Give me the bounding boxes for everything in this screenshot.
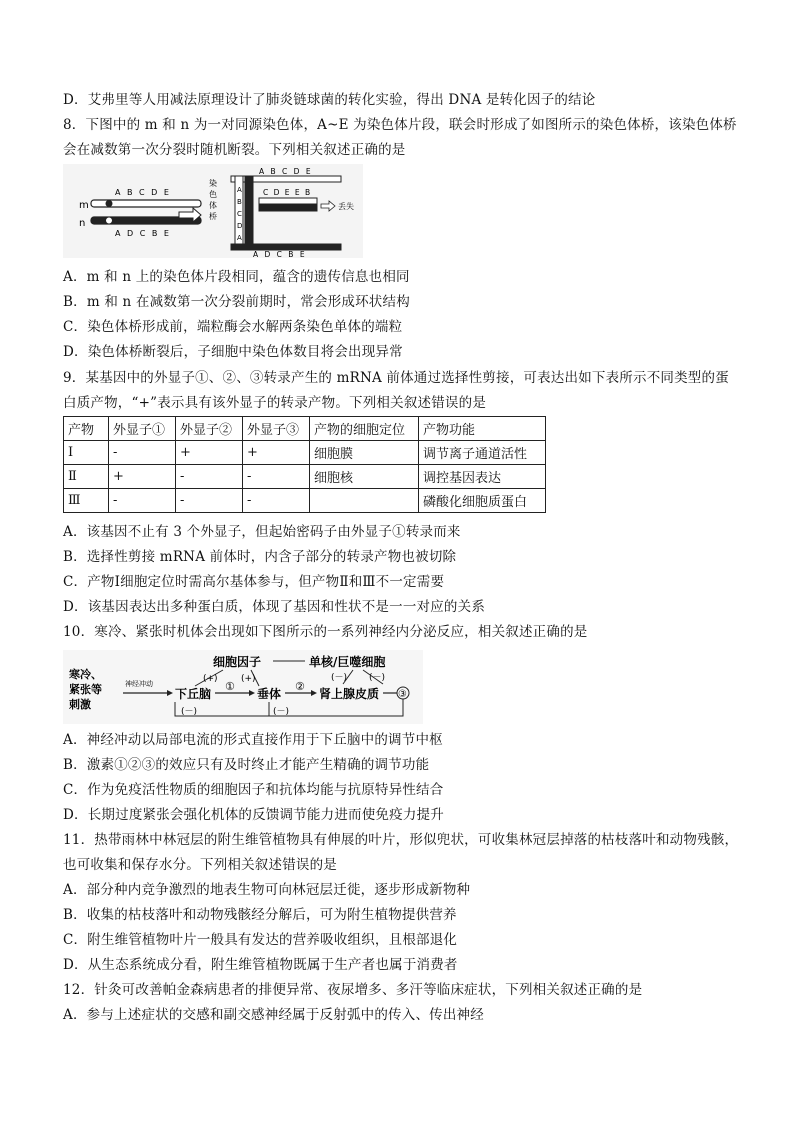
chromosome-bridge-figure xyxy=(63,164,363,258)
bottom-segments-label: A D C B E xyxy=(253,250,307,258)
bridge-chromatid-black xyxy=(245,176,253,246)
lost-label: 丢失 xyxy=(338,202,354,211)
n-label: n xyxy=(79,218,86,229)
q8-option-d: D．染色体桥断裂后，子细胞中染色体数目将会出现异常 xyxy=(63,344,403,360)
q7-option-d: D．艾弗里等人用减法原理设计了肺炎链球菌的转化实验，得出 DNA 是转化因子的结论 xyxy=(63,92,596,108)
nerve-impulse-label: 神经冲动 xyxy=(125,680,153,688)
q11-option-d: D．从生态系统成分看，附生维管植物既属于生产者也属于消费者 xyxy=(63,957,458,973)
minus-label: (－) xyxy=(369,673,386,683)
q10-stem: 10．寒冷、紧张时机体会出现如下图所示的一系列神经内分泌反应，相关叙述正确的是 xyxy=(63,624,588,640)
adrenal-cortex-label: 肾上腺皮质 xyxy=(319,687,380,701)
svg-text:C: C xyxy=(237,210,242,218)
table-cell: - xyxy=(243,465,310,489)
exon-table xyxy=(63,416,546,513)
plus-label: (+) xyxy=(241,674,256,684)
svg-text:D: D xyxy=(237,222,243,230)
m-label: m xyxy=(79,200,89,211)
svg-text:染: 染 xyxy=(209,179,217,188)
table-header-cell: 外显子③ xyxy=(243,417,310,441)
q9-stem-line1: 9．某基因中的外显子①、②、③转录产生的 mRNA 前体通过选择性剪接，可表达出如下表所示不同类型的蛋 xyxy=(63,370,729,386)
svg-text:刺激: 刺激 xyxy=(69,698,91,711)
svg-text:桥: 桥 xyxy=(209,212,217,221)
table-cell: + xyxy=(243,441,310,465)
neuroendocrine-figure xyxy=(63,650,423,724)
table-cell: 细胞核 xyxy=(310,465,419,489)
table-cell: + xyxy=(176,441,243,465)
svg-text:紧张等: 紧张等 xyxy=(69,683,102,696)
table-cell: Ⅰ xyxy=(64,441,109,465)
loop-segments-label: C D E E B xyxy=(263,188,312,197)
minus-label: (－) xyxy=(331,673,348,683)
svg-text:B: B xyxy=(237,198,242,206)
q10-option-a: A．神经冲动以局部电流的形式直接作用于下丘脑中的调节中枢 xyxy=(63,732,443,748)
svg-text:体: 体 xyxy=(209,201,217,210)
table-header-cell: 产物功能 xyxy=(419,417,546,441)
loop-fragment xyxy=(259,198,317,204)
table-header-cell: 产物的细胞定位 xyxy=(310,417,419,441)
table-cell: - xyxy=(176,489,243,513)
svg-text:A: A xyxy=(237,186,242,194)
table-cell: - xyxy=(243,489,310,513)
table-cell xyxy=(310,489,419,513)
svg-text:A: A xyxy=(237,234,242,242)
q8-option-c: C．染色体桥形成前，端粒酶会水解两条染色单体的端粒 xyxy=(63,319,403,335)
q9-stem-line2: 白质产物，“+”表示具有该外显子的转录产物。下列相关叙述错误的是 xyxy=(63,395,487,411)
top-segments-label: A B C D E xyxy=(259,167,313,176)
macrophage-label: 单核/巨噬细胞 xyxy=(309,655,386,669)
table-cell: Ⅱ xyxy=(64,465,109,489)
minus-label: (－) xyxy=(181,707,198,717)
q12-stem: 12．针灸可改善帕金森病患者的排便异常、夜尿增多、多汗等临床症状，下列相关叙述正确的是 xyxy=(63,982,643,998)
table-cell: 调控基因表达 xyxy=(419,465,546,489)
q9-option-c: C．产物Ⅰ细胞定位时需高尔基体参与，但产物Ⅱ和Ⅲ不一定需要 xyxy=(63,574,445,590)
minus-label: (－) xyxy=(273,707,290,717)
hormone-2-label: ② xyxy=(295,680,305,693)
q9-option-b: B．选择性剪接 mRNA 前体时，内含子部分的转录产物也被切除 xyxy=(63,549,457,565)
q12-option-a: A．参与上述症状的交感和副交感神经属于反射弧中的传入、传出神经 xyxy=(63,1007,484,1023)
pituitary-label: 垂体 xyxy=(257,687,282,701)
table-row xyxy=(64,465,546,489)
svg-text:色: 色 xyxy=(209,190,217,199)
q9-option-d: D．该基因表达出多种蛋白质，体现了基因和性状不是一一对应的关系 xyxy=(63,599,486,615)
table-row xyxy=(64,441,546,465)
q11-option-b: B．收集的枯枝落叶和动物残骸经分解后，可为附生植物提供营养 xyxy=(63,907,457,923)
table-row xyxy=(64,489,546,513)
cytokine-label: 细胞因子 xyxy=(213,655,262,669)
table-header-cell: 产物 xyxy=(64,417,109,441)
q10-option-c: C．作为免疫活性物质的细胞因子和抗体均能与抗原特异性结合 xyxy=(63,782,444,798)
hypothalamus-label: 下丘脑 xyxy=(175,687,212,701)
table-cell: - xyxy=(176,465,243,489)
q11-option-c: C．附生维管植物叶片一般具有发达的营养吸收组织，且根部退化 xyxy=(63,932,458,948)
table-cell: Ⅲ xyxy=(64,489,109,513)
q11-stem-line2: 也可收集和保存水分。下列相关叙述错误的是 xyxy=(63,857,337,873)
n-centromere xyxy=(106,217,113,224)
n-segments-label: A D C B E xyxy=(115,229,171,238)
m-centromere xyxy=(106,200,113,207)
table-cell: - xyxy=(109,441,176,465)
q10-option-b: B．激素①②③的效应只有及时终止才能产生精确的调节功能 xyxy=(63,757,430,773)
m-segments-label: A B C D E xyxy=(115,188,171,197)
table-cell: + xyxy=(109,465,176,489)
table-header-row xyxy=(64,417,546,441)
table-header-cell: 外显子① xyxy=(109,417,176,441)
table-cell: 磷酸化细胞质蛋白 xyxy=(419,489,546,513)
q8-option-b: B．m 和 n 在减数第一次分裂前期时，常会形成环状结构 xyxy=(63,294,410,310)
q10-option-d: D．长期过度紧张会强化机体的反馈调节能力进而使免疫力提升 xyxy=(63,807,444,823)
q11-option-a: A．部分种内竞争激烈的地表生物可向林冠层迁徙，逐步形成新物种 xyxy=(63,882,471,898)
q9-option-a: A．该基因不止有 3 个外显子，但起始密码子由外显子①转录而来 xyxy=(63,524,461,540)
table-cell: - xyxy=(109,489,176,513)
q11-stem-line1: 11．热带雨林中林冠层的附生维管植物具有伸展的叶片，形似兜状，可收集林冠层掉落的枯枝落叶和动物残骸， xyxy=(63,832,739,848)
table-cell: 调节离子通道活性 xyxy=(419,441,546,465)
hormone-3-label: ③ xyxy=(398,689,407,700)
table-cell: 细胞膜 xyxy=(310,441,419,465)
plus-label: (+) xyxy=(203,674,218,684)
hormone-1-label: ① xyxy=(225,680,235,693)
table-header-cell: 外显子② xyxy=(176,417,243,441)
svg-text:寒冷、: 寒冷、 xyxy=(69,668,102,681)
q8-stem-line2: 会在减数第一次分裂时随机断裂。下列相关叙述正确的是 xyxy=(63,142,406,158)
q8-option-a: A．m 和 n 上的染色体片段相同，蕴含的遗传信息也相同 xyxy=(63,269,410,285)
q8-stem-line1: 8．下图中的 m 和 n 为一对同源染色体，A~E 为染色体片段，联会时形成了如图所示的染色体桥，该染色体桥 xyxy=(63,117,737,133)
